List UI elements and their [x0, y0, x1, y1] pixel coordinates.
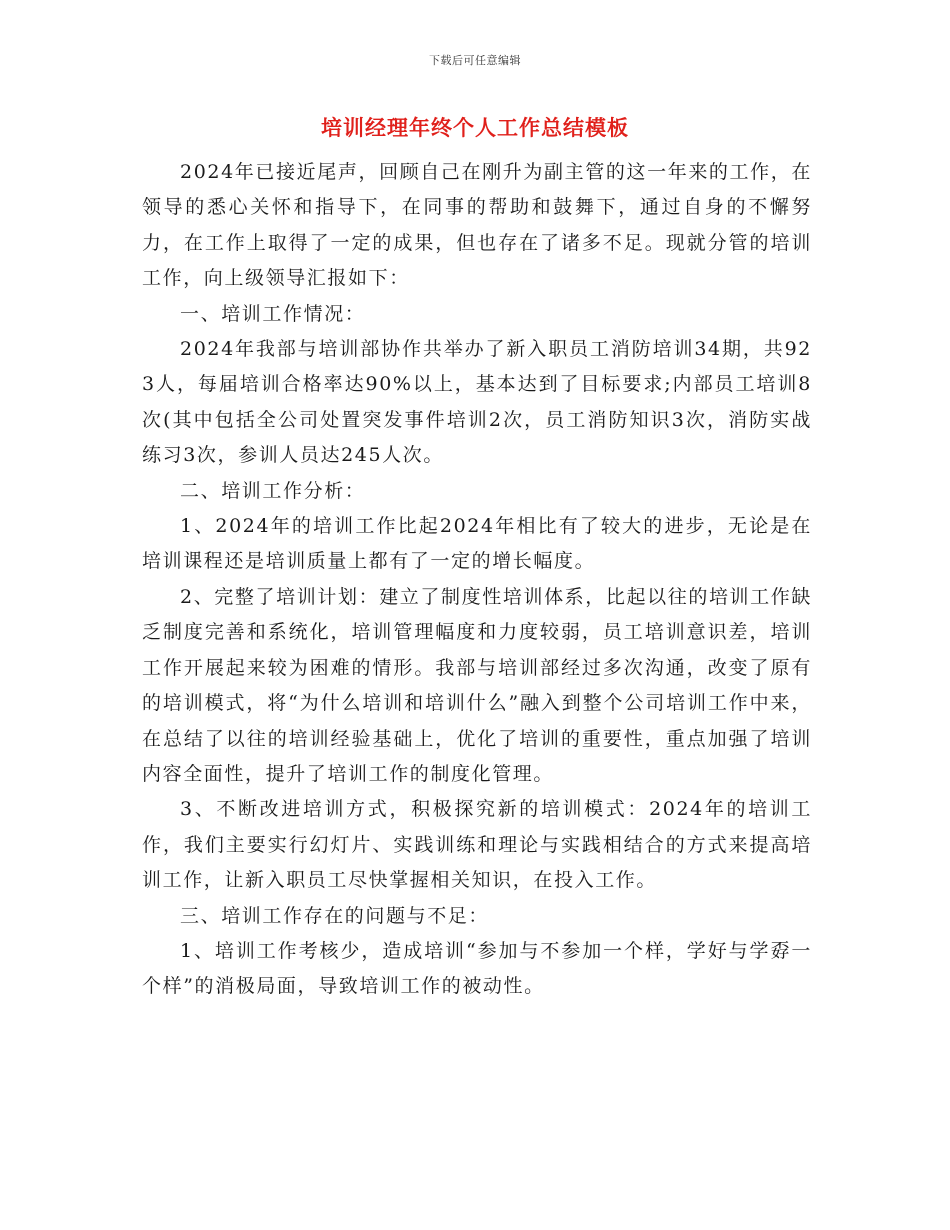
paragraph-intro: 2024年已接近尾声，回顾自己在刚升为副主管的这一年来的工作，在领导的悉心关怀和指导下，在同事的帮助和鼓舞下，通过自身的不懈努力，在工作上取得了一定的成果，但也存在了诸多不足。现就分管的培训工作，向上级领导汇报如下：	[142, 161, 812, 290]
header-note: 下载后可任意编辑	[429, 54, 521, 67]
document-body	[142, 155, 812, 1005]
paragraph-problem-1: 1、培训工作考核少，造成培训“参加与不参加一个样，学好与学孬一个样”的消极局面，导致培训工作的被动性。	[142, 939, 812, 998]
paragraph-analysis-1: 1、2024年的培训工作比起2024年相比有了较大的进步，无论是在培训课程还是培训质量上都有了一定的增长幅度。	[142, 515, 812, 573]
paragraph-analysis-3: 3、不断改进培训方式，积极探究新的培训模式：2024年的培训工作，我们主要实行幻灯片、实践训练和理论与实践相结合的方式来提高培训工作，让新入职员工尽快掌握相关知识，在投入工作。	[142, 798, 812, 892]
document-title: 培训经理年终个人工作总结模板	[321, 115, 629, 140]
paragraph-analysis-2: 2、完整了培训计划：建立了制度性培训体系，比起以往的培训工作缺乏制度完善和系统化，培训管理幅度和力度较弱，员工培训意识差，培训工作开展起来较为困难的情形。我部与培训部经过多次沟通，改变了原有的培训模式，将“为什么培训和培训什么”融入到整个公司培训工作中来，在总结了以往的培训经验基础上，优化了培训的重要性，重点加强了培训内容全面性，提升了培训工作的制度化管理。	[142, 585, 812, 785]
section-heading-problems: 三、培训工作存在的问题与不足：	[180, 904, 490, 927]
section-heading-training-analysis: 二、培训工作分析：	[180, 479, 366, 502]
section-heading-training-status: 一、培训工作情况：	[180, 302, 366, 325]
paragraph-training-status: 2024年我部与培训部协作共举办了新入职员工消防培训34期，共923人，每届培训合格率达90%以上，基本达到了目标要求;内部员工培训8次(其中包括全公司处置突发事件培训2次，员工消防知识3次，消防实战练习3次，参训人员达245人次。	[142, 338, 812, 467]
